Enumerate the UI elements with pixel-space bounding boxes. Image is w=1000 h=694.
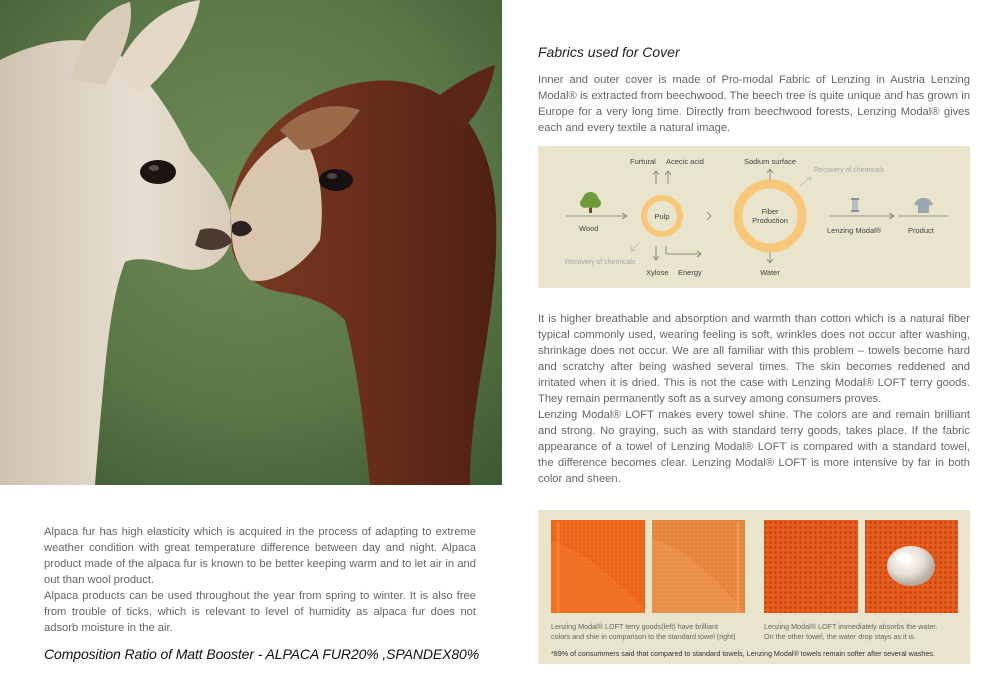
- alpaca-photo: [0, 0, 502, 485]
- recovery-left-label: Recovery of chemicals: [565, 259, 636, 266]
- wood-label: Wood: [579, 224, 599, 233]
- composition-ratio-heading: Composition Ratio of Matt Booster - ALPACA FUR20% ,SPANDEX80%: [44, 646, 480, 662]
- cover-fabric-paragraph: Inner and outer cover is made of Pro-modal Fabric of Lenzing in Austria Lenzing Modal® is extracted from beechwood. The beech tree is quite unique and has grown in Europe for a very long time. Directly from beechwood forests, Lenzing Modal® gives each and every textile a natural image.: [538, 74, 970, 134]
- chevron-right-icon: [707, 212, 711, 220]
- water-drop-icon: [887, 546, 935, 586]
- standard-towel-photo: [652, 520, 745, 613]
- alpaca-fur-text: [44, 524, 476, 636]
- lenzing-modal-label: Lenzing Modal®: [827, 226, 882, 235]
- fiber-label-1: Fiber: [761, 207, 779, 216]
- recovery-right-label: Recovery of chemicals: [814, 167, 885, 174]
- xylose-label: Xylose: [646, 268, 669, 277]
- breathability-text: [538, 311, 970, 487]
- acetic-acid-label: Acecic acid: [666, 157, 704, 166]
- energy-label: Energy: [678, 268, 702, 277]
- alpaca-year-round-paragraph: Alpaca products can be used throughout the year from spring to winter. It is also free from trouble of ticks, which is relevant to level of humidity as alpaca fur does not adsorb moisture in the air.: [44, 590, 476, 634]
- furtural-label: Furtural: [630, 157, 656, 166]
- lenzing-towel-photo: [551, 520, 645, 613]
- alpaca-elasticity-paragraph: Alpaca fur has high elasticity which is acquired in the process of adapting to extreme weather condition with great temperature difference between day and night. Alpaca product made of the alpaca fur is known to be better keeping warm and to let air in and out than wool product.: [44, 526, 476, 586]
- absorbing-towel-photo: [764, 520, 858, 613]
- product-label: Product: [908, 226, 934, 235]
- shirt-icon: [914, 198, 933, 213]
- towel-comparison-panel: [538, 510, 970, 664]
- sodium-surface-label: Sodium surface: [743, 157, 797, 166]
- tree-icon: [580, 192, 601, 213]
- loft-shine-paragraph: Lenzing Modal® LOFT makes every towel shine. The colors are and remain brilliant and strong. No graying, such as with standard terry goods, takes place. If the fabric appearance of a towel of Lenzing Modal® LOFT is compared with a standard towel, the difference becomes clear. Lenzing Modal® LOFT is more intensive by far in both color and sheen.: [538, 409, 970, 485]
- lenzing-towel-caption: Lenzing Modal® LOFT terry goods(left) have brilliant colors and shie in comparison to the standard towel (right): [551, 622, 736, 641]
- water-drop-towel-photo: [865, 520, 958, 613]
- pulp-label: Pulp: [654, 212, 670, 221]
- yarn-spool-icon: [851, 198, 859, 212]
- fiber-label-2: Production: [752, 216, 788, 225]
- absorb-towel-caption: Lenzing Modal® LOFT immediately absorbs the water. On the other towel, the water drop stays as it is.: [764, 622, 938, 641]
- lenzing-process-diagram: [538, 146, 970, 288]
- cover-fabric-heading: Fabrics used for Cover: [538, 44, 680, 60]
- breathability-paragraph: It is higher breathable and absorption and warmth than cotton which is a natural fiber typical commonly used, wearing feeling is soft, wrinkles does not occur after washing, shrinkage does not occur. We are all familiar with this problem – towels become hard and scratchy after being washed several times. The skin becomes reddened and irritated when it is dried. This is not the case with Lenzing Modal® LOFT terry goods. They remain permanently soft as a survey among consumers proves.: [538, 313, 970, 405]
- survey-footnote: *89% of consummers said that compared to standard towels, Lenzing Modal® towels remain softer after several washes.: [551, 649, 936, 658]
- water-label: Water: [760, 268, 780, 277]
